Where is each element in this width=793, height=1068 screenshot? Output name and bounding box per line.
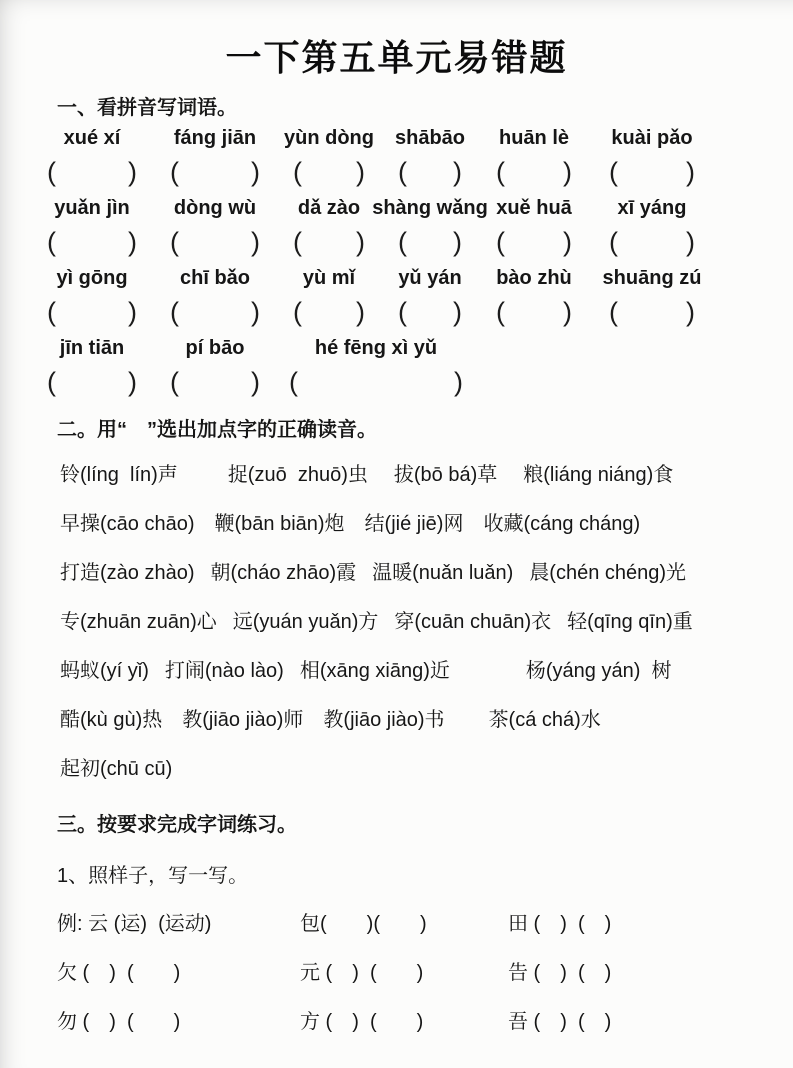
pinyin-word: shàng wǎng bbox=[372, 197, 488, 219]
pinyin-word: yǔ yán bbox=[398, 267, 462, 289]
pinyin-column bbox=[30, 336, 154, 399]
answer-blank[interactable] bbox=[293, 225, 365, 259]
pinyin-column bbox=[30, 126, 154, 189]
section1-heading: 一、看拼音写词语。 bbox=[57, 97, 237, 119]
pinyin-column bbox=[590, 196, 714, 259]
pinyin-column bbox=[372, 196, 488, 259]
pinyin-word: huān lè bbox=[498, 127, 569, 149]
answer-blank[interactable] bbox=[47, 225, 137, 259]
pinyin-column bbox=[590, 126, 714, 189]
pinyin-word: shābāo bbox=[394, 127, 466, 149]
word-building-item[interactable]: 告 ( ) ( ) bbox=[508, 962, 612, 984]
close-paren: ) bbox=[128, 367, 137, 397]
close-paren: ) bbox=[128, 227, 137, 257]
open-paren: ( bbox=[398, 227, 407, 257]
answer-blank[interactable] bbox=[170, 365, 260, 399]
close-paren: ) bbox=[251, 227, 260, 257]
pinyin-word: pí bāo bbox=[185, 337, 245, 359]
answer-blank[interactable] bbox=[47, 155, 137, 189]
pinyin-answer-group bbox=[0, 266, 793, 329]
close-paren: ) bbox=[128, 297, 137, 327]
open-paren: ( bbox=[170, 227, 179, 257]
pinyin-word: fáng jiān bbox=[173, 127, 257, 149]
word-building-row bbox=[0, 960, 793, 987]
open-paren: ( bbox=[609, 157, 618, 187]
word-building-item[interactable]: 田 ( ) ( ) bbox=[508, 913, 612, 935]
word-building-row bbox=[0, 911, 793, 938]
answer-blank[interactable] bbox=[496, 155, 572, 189]
close-paren: ) bbox=[454, 367, 463, 397]
pronunciation-item[interactable]: 温暖(nuǎn luǎn) bbox=[372, 562, 514, 584]
close-paren: ) bbox=[686, 157, 695, 187]
open-paren: ( bbox=[293, 157, 302, 187]
answer-blank[interactable] bbox=[496, 225, 572, 259]
open-paren: ( bbox=[496, 297, 505, 327]
close-paren: ) bbox=[563, 297, 572, 327]
open-paren: ( bbox=[496, 227, 505, 257]
open-paren: ( bbox=[170, 297, 179, 327]
pronunciation-item[interactable]: 蚂蚁(yí yǐ) bbox=[60, 660, 149, 682]
pronunciation-item[interactable]: 结(jié jiē)网 bbox=[364, 513, 464, 535]
word-building-row bbox=[0, 1009, 793, 1036]
answer-blank[interactable] bbox=[398, 155, 462, 189]
close-paren: ) bbox=[356, 157, 365, 187]
pronunciation-item[interactable]: 鞭(bān biān)炮 bbox=[214, 513, 345, 535]
answer-blank[interactable] bbox=[609, 295, 695, 329]
pinyin-answer-group bbox=[0, 336, 793, 399]
answer-blank[interactable] bbox=[170, 225, 260, 259]
open-paren: ( bbox=[170, 367, 179, 397]
open-paren: ( bbox=[496, 157, 505, 187]
answer-blank[interactable] bbox=[398, 225, 462, 259]
pronunciation-item[interactable]: 拔(bō bá)草 bbox=[393, 464, 498, 486]
open-paren: ( bbox=[47, 157, 56, 187]
pinyin-column bbox=[276, 336, 476, 399]
pinyin-word: dòng wù bbox=[173, 197, 257, 219]
pronunciation-item[interactable]: 相(xāng xiāng)近 bbox=[299, 660, 450, 682]
pronunciation-item[interactable]: 穿(cuān chuān)衣 bbox=[394, 611, 552, 633]
pronunciation-item[interactable]: 铃(líng lín)声 bbox=[60, 464, 178, 486]
close-paren: ) bbox=[453, 157, 462, 187]
pinyin-word: yùn dòng bbox=[284, 127, 374, 149]
pronunciation-item[interactable]: 粮(liáng niáng)食 bbox=[523, 464, 674, 486]
open-paren: ( bbox=[47, 297, 56, 327]
open-paren: ( bbox=[293, 227, 302, 257]
pinyin-column bbox=[154, 266, 276, 329]
pronunciation-line bbox=[0, 511, 793, 537]
pinyin-answer-group bbox=[0, 126, 793, 189]
answer-blank[interactable] bbox=[47, 365, 137, 399]
pinyin-word: dǎ zào bbox=[297, 197, 361, 219]
close-paren: ) bbox=[128, 157, 137, 187]
pinyin-column bbox=[276, 266, 382, 329]
pronunciation-item[interactable]: 酷(kù gù)热 bbox=[60, 709, 163, 731]
pronunciation-item[interactable]: 收藏(cáng cháng) bbox=[483, 513, 641, 535]
close-paren: ) bbox=[356, 227, 365, 257]
pronunciation-item[interactable]: 轻(qīng qīn)重 bbox=[567, 611, 693, 633]
pronunciation-item[interactable]: 晨(chén chéng)光 bbox=[529, 562, 687, 584]
close-paren: ) bbox=[251, 157, 260, 187]
pinyin-word: chī bǎo bbox=[179, 267, 250, 289]
pronunciation-line bbox=[0, 658, 793, 684]
word-building-item[interactable]: 勿 ( ) ( ) bbox=[57, 1011, 181, 1033]
answer-blank[interactable] bbox=[496, 295, 572, 329]
pinyin-column bbox=[154, 336, 276, 399]
pinyin-word: kuài pǎo bbox=[611, 127, 693, 149]
pronunciation-line bbox=[0, 560, 793, 586]
open-paren: ( bbox=[170, 157, 179, 187]
open-paren: ( bbox=[293, 297, 302, 327]
answer-blank[interactable] bbox=[293, 295, 365, 329]
pronunciation-item[interactable]: 打造(zào zhào) bbox=[60, 562, 195, 584]
pronunciation-item[interactable]: 打闹(nào lào) bbox=[164, 660, 284, 682]
pronunciation-item[interactable]: 教(jiāo jiào)师 bbox=[182, 709, 304, 731]
pinyin-column bbox=[154, 196, 276, 259]
pinyin-word: yù mǐ bbox=[302, 267, 356, 289]
pinyin-column bbox=[478, 266, 590, 329]
open-paren: ( bbox=[398, 157, 407, 187]
word-building-item[interactable]: 包( )( ) bbox=[300, 913, 427, 935]
pinyin-word: yì gōng bbox=[56, 267, 128, 289]
pronunciation-item[interactable]: 茶(cá chá)水 bbox=[488, 709, 601, 731]
pinyin-word: shuāng zú bbox=[602, 267, 702, 289]
pinyin-word: yuǎn jìn bbox=[54, 197, 130, 219]
answer-blank[interactable] bbox=[609, 155, 695, 189]
answer-blank[interactable] bbox=[170, 155, 260, 189]
word-building-item[interactable]: 方 ( ) ( ) bbox=[300, 1011, 424, 1033]
pronunciation-item[interactable]: 朝(cháo zhāo)霞 bbox=[210, 562, 357, 584]
open-paren: ( bbox=[47, 367, 56, 397]
pronunciation-item[interactable]: 杨(yáng yán) 树 bbox=[525, 660, 672, 682]
answer-blank[interactable] bbox=[289, 365, 463, 399]
pinyin-word: xué xí bbox=[63, 127, 121, 149]
close-paren: ) bbox=[686, 227, 695, 257]
pinyin-word: hé fēng xì yǔ bbox=[314, 337, 438, 359]
pinyin-column bbox=[478, 126, 590, 189]
pinyin-column bbox=[276, 126, 382, 189]
word-building-item[interactable]: 吾 ( ) ( ) bbox=[508, 1011, 612, 1033]
pinyin-word: xuě huā bbox=[496, 197, 572, 219]
close-paren: ) bbox=[563, 157, 572, 187]
pinyin-column bbox=[382, 266, 478, 329]
open-paren: ( bbox=[47, 227, 56, 257]
section2-heading: 二。用“ ”选出加点字的正确读音。 bbox=[57, 419, 377, 441]
page-title: 一下第五单元易错题 bbox=[225, 38, 568, 78]
open-paren: ( bbox=[398, 297, 407, 327]
pronunciation-line bbox=[0, 462, 793, 488]
word-building-item: 例: 云 (运) (运动) bbox=[57, 913, 212, 935]
pinyin-column bbox=[276, 196, 382, 259]
pinyin-column bbox=[30, 266, 154, 329]
answer-blank[interactable] bbox=[609, 225, 695, 259]
pronunciation-item[interactable]: 专(zhuān zuān)心 bbox=[60, 611, 217, 633]
close-paren: ) bbox=[251, 367, 260, 397]
close-paren: ) bbox=[686, 297, 695, 327]
pinyin-word: bào zhù bbox=[496, 267, 572, 289]
answer-blank[interactable] bbox=[398, 295, 462, 329]
close-paren: ) bbox=[356, 297, 365, 327]
open-paren: ( bbox=[609, 227, 618, 257]
close-paren: ) bbox=[453, 227, 462, 257]
answer-blank[interactable] bbox=[293, 155, 365, 189]
close-paren: ) bbox=[563, 227, 572, 257]
word-building-item[interactable]: 欠 ( ) ( ) bbox=[57, 962, 181, 984]
section3-subheading: 1、照样子，写一写。 bbox=[57, 865, 249, 887]
pinyin-column bbox=[590, 266, 714, 329]
pinyin-answer-group bbox=[0, 196, 793, 259]
pronunciation-line bbox=[0, 707, 793, 733]
pronunciation-line bbox=[0, 609, 793, 635]
open-paren: ( bbox=[289, 367, 298, 397]
word-building-item[interactable]: 元 ( ) ( ) bbox=[300, 962, 424, 984]
pronunciation-line bbox=[0, 756, 793, 782]
pronunciation-item[interactable]: 起初(chū cū) bbox=[60, 758, 173, 780]
pinyin-word: xī yáng bbox=[617, 197, 687, 219]
pinyin-column bbox=[478, 196, 590, 259]
open-paren: ( bbox=[609, 297, 618, 327]
pinyin-column bbox=[30, 196, 154, 259]
answer-blank[interactable] bbox=[170, 295, 260, 329]
pronunciation-item[interactable]: 教(jiāo jiào)书 bbox=[323, 709, 445, 731]
close-paren: ) bbox=[453, 297, 462, 327]
pronunciation-item[interactable]: 捉(zuō zhuō)虫 bbox=[227, 464, 368, 486]
answer-blank[interactable] bbox=[47, 295, 137, 329]
close-paren: ) bbox=[251, 297, 260, 327]
pronunciation-item[interactable]: 远(yuán yuǎn)方 bbox=[232, 611, 379, 633]
pinyin-column bbox=[154, 126, 276, 189]
pinyin-column bbox=[382, 126, 478, 189]
pronunciation-item[interactable]: 早操(cāo chāo) bbox=[60, 513, 195, 535]
section3-heading: 三。按要求完成字词练习。 bbox=[57, 814, 297, 836]
pinyin-word: jīn tiān bbox=[59, 337, 125, 359]
